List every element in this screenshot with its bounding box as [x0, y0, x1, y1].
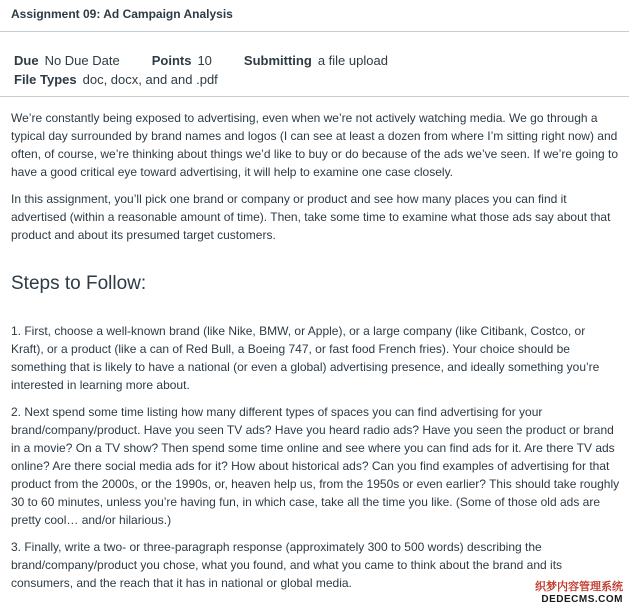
file-types-label: File Types [14, 72, 77, 87]
assignment-description [11, 109, 621, 601]
steps-heading: Steps to Follow: [11, 273, 147, 294]
file-types-value: doc, docx, and and .pdf [82, 72, 218, 87]
submitting-label: Submitting [243, 53, 312, 68]
due-label: Due [14, 53, 39, 68]
details-row-primary [14, 51, 388, 70]
points-label: Points [151, 53, 192, 68]
site-watermark [499, 579, 627, 607]
due-value: No Due Date [44, 53, 120, 68]
intro-paragraph-1: We’re constantly being exposed to advertising, even when we’re not actively watching media. We go through a typical day surrounded by brand names and logos (I can see at least a dozen from where I’m sitting right now) and often, of course, we’re thinking about things we’d like to buy or do because of the ads we’ve seen. If we’re going to have a good critical eye toward advertising, it will help to examine one case closely. [11, 111, 619, 179]
step-2-paragraph: 2. Next spend some time listing how many different types of spaces you can find advertising for your brand/company/product. Have you seen TV ads? Have you heard radio ads? Have you seen the product or brand in a movie? On a TV show? Then spend some time online and see where you can find ads for it. Are there TV ads online? Are there social media ads for it? How about historical ads? Can you find examples of advertising for that product from the 2000s, or the 1990s, or, heaven help us, from the 1950s or even earlier? This should take roughly 30 to 60 minutes, unless you’re having fun, in which case, take all the time you like. (Some of those old ads are pretty cool… and/or hilarious.) [11, 405, 620, 527]
assignment-title: Assignment 09: Ad Campaign Analysis [11, 7, 233, 21]
points-value: 10 [197, 53, 212, 68]
watermark-line-2: DEDECMS.COM [541, 593, 623, 605]
details-divider [0, 96, 629, 97]
submitting-value: a file upload [317, 53, 388, 68]
intro-paragraph-2: In this assignment, you’ll pick one brand or company or product and see how many places you can find it advertised (within a reasonable amount of time). Then, take some time to examine what those ads say about that product and about its presumed target customers. [11, 192, 611, 242]
watermark-line-1: 织梦内容管理系统 [535, 580, 623, 593]
step-1-paragraph: 1. First, choose a well-known brand (like Nike, BMW, or Apple), or a large company (like Citibank, Costco, or Kraft), or a product (like a can of Red Bull, a Boeing 747, or fast food French fries). Your choice should be something that is likely to have a national (or even a global) advertising presence, and ideally something you’re interested in learning more about. [11, 324, 600, 392]
assignment-details [14, 51, 388, 89]
title-divider [0, 31, 629, 32]
step-3-paragraph: 3. Finally, write a two- or three-paragraph response (approximately 300 to 500 words) describing the brand/company/product you chose, what you found, and what you came to think about the brand and its consumers, and the reach that it has in national or global media. [11, 540, 563, 590]
details-row-file-types [14, 70, 388, 89]
